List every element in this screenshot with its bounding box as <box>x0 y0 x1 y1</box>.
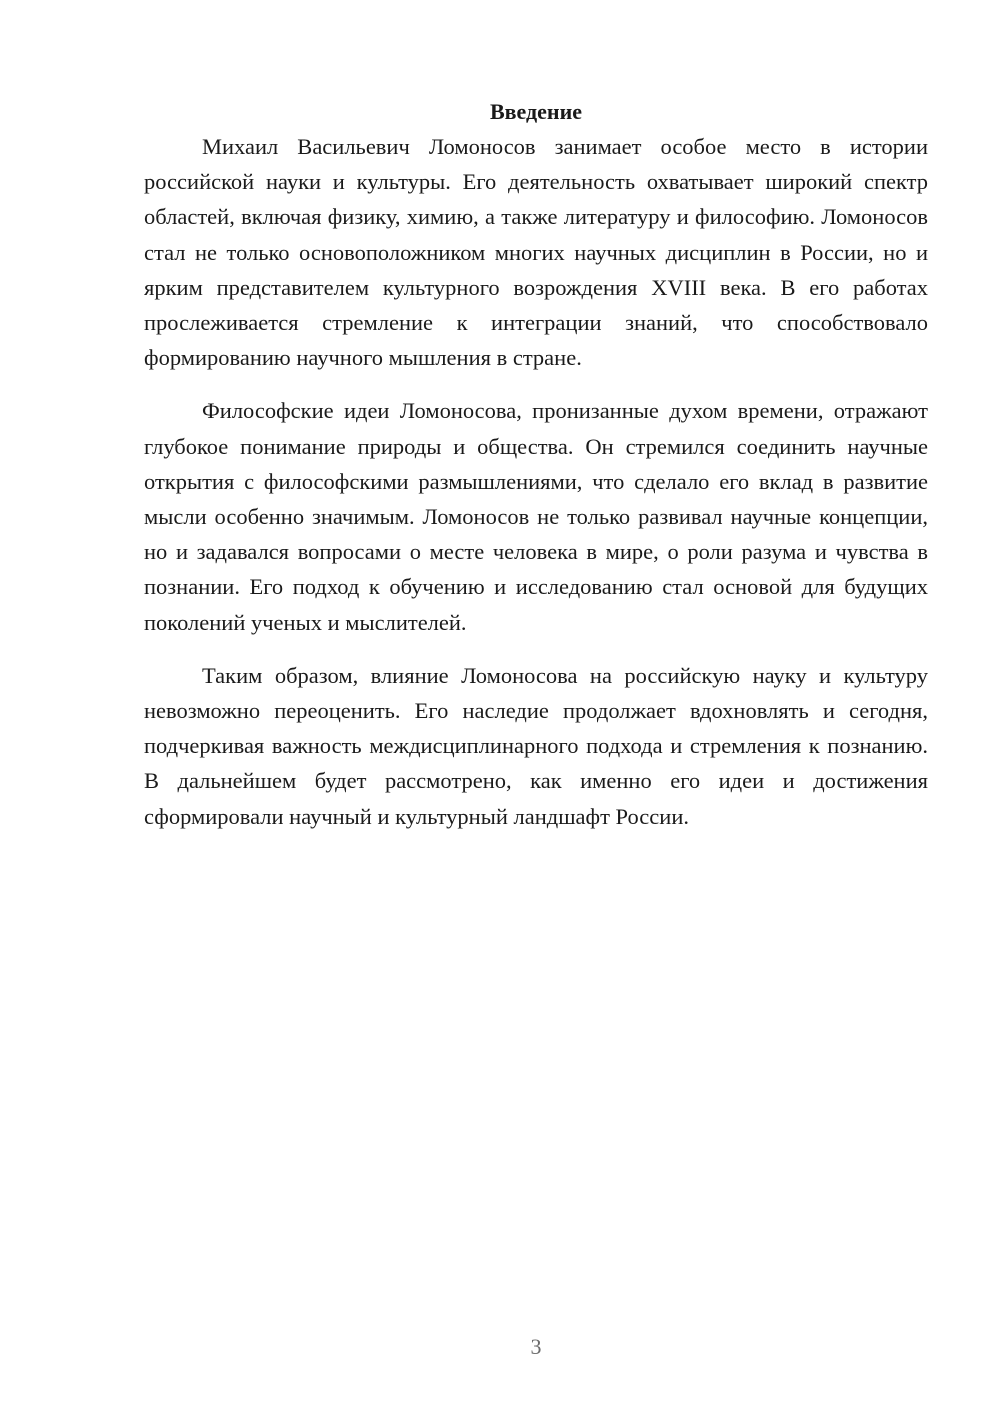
paragraph-conclusion: Таким образом, влияние Ломоносова на российскую науку и культуру невозможно переоценить. Его наследие продолжает вдохновлять и сегодня, подчеркивая важность междисциплинарного подхода и стремления к познанию. В дальнейшем будет рассмотрено, как именно его идеи и достижения сформировали научный и культурный ландшафт России. <box>144 662 928 829</box>
page-content <box>144 94 928 834</box>
page-number: 3 <box>530 1334 542 1359</box>
paragraph-intro: Михаил Васильевич Ломоносов занимает особое место в истории российской науки и культуры. Его деятельность охватывает широкий спектр областей, включая физику, химию, а также литературу и философию. Ломоносов стал не только основоположником многих научных дисциплин в России, но и ярким представителем культурного возрождения XVIII века. В его работах прослеживается стремление к интеграции знаний, что способствовало формированию научного мышления в стране. <box>144 134 928 371</box>
page-title: Введение <box>489 99 583 124</box>
paragraph-philosophy: Философские идеи Ломоносова, пронизанные духом времени, отражают глубокое понимание природы и общества. Он стремился соединить научные открытия с философскими размышлениями, что сделало его вклад в развитие мысли особенно значимым. Ломоносов не только развивал научные концепции, но и задавался вопросами о месте человека в мире, о роли разума и чувства в познании. Его подход к обучению и исследованию стал основой для будущих поколений ученых и мыслителей. <box>144 398 928 635</box>
